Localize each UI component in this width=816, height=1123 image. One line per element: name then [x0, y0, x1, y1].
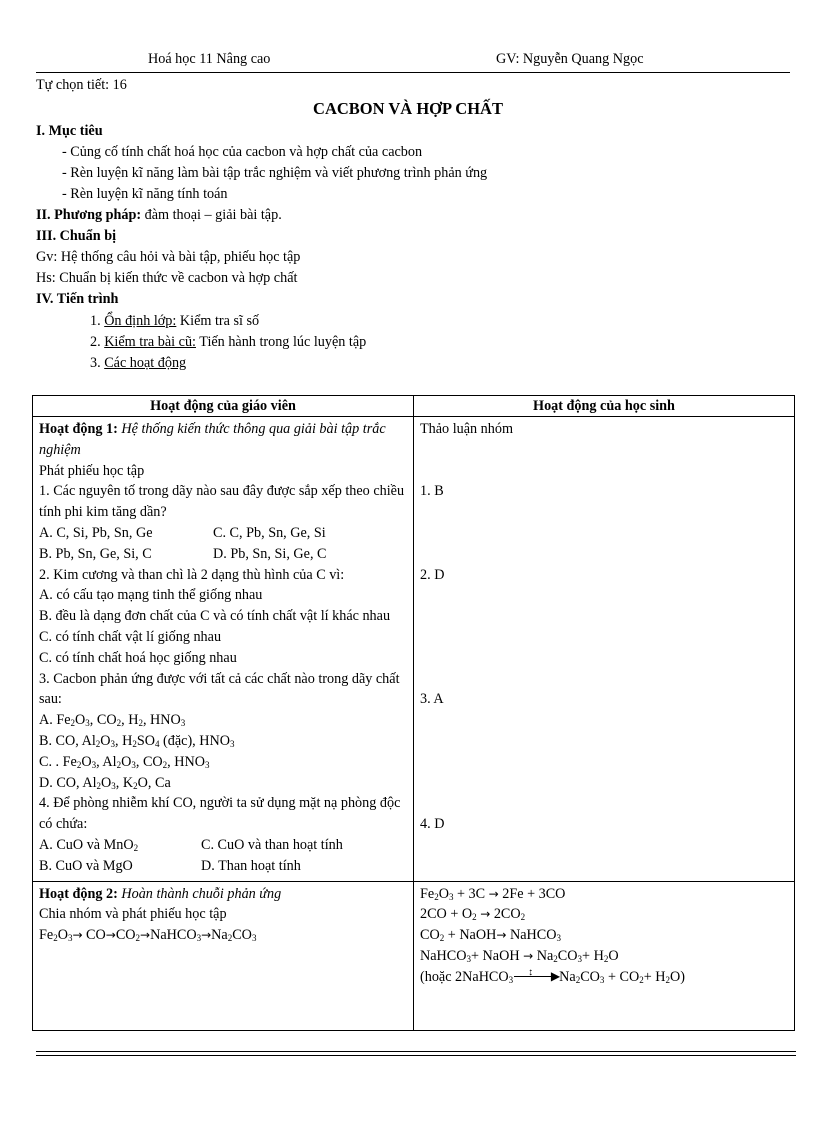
- activity-2-row: [33, 881, 795, 1030]
- answer-3: 3. A: [420, 691, 444, 708]
- formula-option: B. CO, $Al_2O_3$, $H_2SO_4$ (đặc), $HNO_3$: [39, 732, 235, 749]
- formula-option: C. . $Fe_2O_3$, $Al_2O_3$, $CO_2$, $HNO_3$: [39, 753, 210, 770]
- formula-option: D. CO, $Al_2O_3$, $K_2O$, Ca: [39, 774, 171, 791]
- page-header: [36, 50, 790, 73]
- activity-1-student: Thảo luận nhóm 1. B 2. D 3. A 4. D: [414, 417, 795, 882]
- section-prep-heading: III. Chuẩn bị: [36, 228, 117, 244]
- teacher-column-header: Hoạt động của giáo viên: [33, 396, 414, 417]
- lesson-label: Tự chọn tiết: 16: [36, 77, 127, 93]
- activity-1-row: [33, 417, 795, 882]
- heat-arrow-icon: ▶ ↕: [514, 971, 558, 981]
- objective-item: - Củng cố tính chất hoá học của cacbon và hợp chất của cacbon: [62, 144, 423, 160]
- process-step: 2. Kiểm tra bài cũ: Tiến hành trong lúc luyện tập: [90, 334, 367, 350]
- answer-4: 4. D: [420, 816, 445, 833]
- reaction-chain: $Fe_2O_3\to$ $CO\to CO_2\to NaHCO_3\to Na_2CO_3$: [39, 927, 257, 944]
- answer-1: 1. B: [420, 483, 444, 500]
- objective-item: - Rèn luyện kĩ năng tính toán: [62, 186, 228, 202]
- section-method-text: đàm thoại – giải bài tập.: [141, 207, 282, 223]
- page-title: CACBON VÀ HỢP CHẤT: [313, 99, 503, 118]
- equation: $2CO + O_2 \to 2CO_2$: [420, 906, 526, 923]
- process-step: 1. Ổn định lớp: Kiểm tra sĩ số: [90, 313, 260, 329]
- section-method-heading: II. Phương pháp:: [36, 207, 142, 223]
- equation: NaHCO$_3$+ NaOH → $Na_2CO_3+ H_2O$: [420, 947, 619, 964]
- teacher-name: GV: Nguyễn Quang Ngọc: [496, 51, 644, 67]
- table-header-row: [33, 396, 795, 417]
- process-step: 3. Các hoạt động: [90, 355, 187, 371]
- prep-student: Hs: Chuẩn bị kiến thức về cacbon và hợp chất: [36, 270, 298, 286]
- answer-2: 2. D: [420, 566, 445, 583]
- objective-item: - Rèn luyện kĩ năng làm bài tập trắc nghiệm và viết phương trình phản ứng: [62, 165, 488, 181]
- page-bottom-rule: [36, 1051, 796, 1056]
- course-name: Hoá học 11 Nâng cao: [148, 51, 271, 67]
- formula-option: A. $Fe_2O_3$, $CO_2$, $H_2$, $HNO_3$: [39, 712, 186, 729]
- student-column-header: Hoạt động của học sinh: [414, 396, 795, 417]
- section-method: [36, 206, 282, 224]
- activity-2-student: [414, 881, 795, 1030]
- activity-1-teacher: Hoạt động 1: Hệ thống kiến thức thông qua giải bài tập trắc nghiệm Phát phiếu học tập 1. Các nguyên tố trong dãy nào sau đây được sắp xếp theo chiều tính phi kim tăng dần? A. C, Si, Pb, Sn, Ge C. C, Pb, Sn, Ge, Si B. Pb, Sn, Ge, Si, C D. Pb, Sn, Si, Ge, C 2. Kim cương và than chì là 2 dạng thù hình của C vì: A. có cấu tạo mạng tinh thể giống nhau B. đều là dạng đơn chất của C và có tính chất vật lí khác nhau C. có tính chất vật lí giống nhau C. có tính chất hoá học giống nhau 3. Cacbon phản ứng được với tất cả các chất nào trong dãy chất sau: A. $Fe_2O_3$, $CO_2$, $H_2$, $HNO_3$ B. CO, $Al_2O_3$, $H_2SO_4$ (đặc), $HNO_3$ C. . $Fe_2O_3$, $Al_2O_3$, $CO_2$, $HNO_3$ D. CO, $Al_2O_3$, $K_2O$, Ca 4. Để phòng nhiễm khí CO, người ta sử dụng mặt nạ phòng độc có chứa: A. CuO và MnO$_2$ C. CuO và than hoạt tính B. CuO và MgO D. Than hoạt tính: [33, 417, 414, 882]
- equation: (hoặc 2NaHCO$_3$ ▶ ↕ $Na_2CO_3 + CO_2+ H_2O$): [420, 966, 686, 985]
- prep-teacher: Gv: Hệ thống câu hỏi và bài tập, phiếu học tập: [36, 249, 301, 265]
- equation: $CO_2$ + NaOH→ NaHCO$_3$: [420, 927, 561, 944]
- activity-table: [32, 395, 795, 1031]
- equation: $Fe_2O_3 + 3C \to 2Fe + 3CO$: [420, 885, 566, 902]
- activity-2-teacher: Hoạt động 2: Hoàn thành chuỗi phản ứng Chia nhóm và phát phiếu học tập $Fe_2O_3\to$ $CO\to CO_2\to NaHCO_3\to Na_2CO_3$: [33, 881, 414, 1030]
- section-process-heading: IV. Tiến trình: [36, 291, 119, 307]
- section-objectives-heading: I. Mục tiêu: [36, 123, 103, 139]
